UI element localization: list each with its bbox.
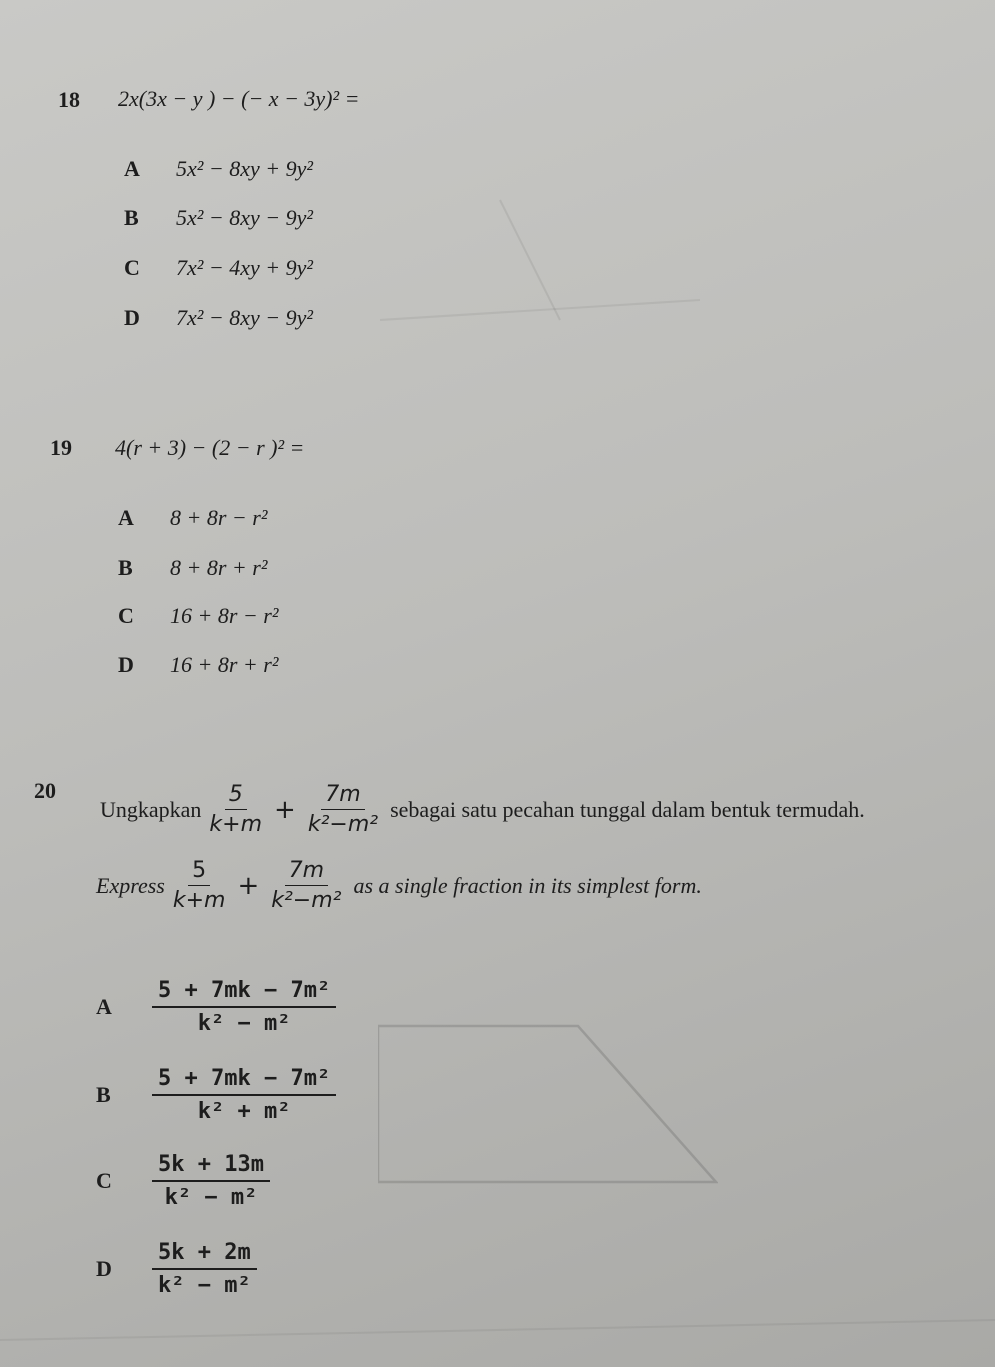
option-letter: A [118, 505, 134, 530]
fraction-2 [304, 782, 382, 838]
option-den: k² − m² [158, 1273, 251, 1299]
option-fraction [152, 1240, 257, 1299]
option-fraction [152, 1066, 336, 1125]
fraction-1-num: 5 [225, 782, 247, 810]
option-letter: C [118, 603, 134, 628]
option-den: k² − m² [197, 1011, 291, 1037]
q20-option-a[interactable] [96, 978, 340, 1037]
fraction-1-num: 5 [188, 858, 210, 886]
option-fraction [152, 978, 336, 1037]
show-through-trapezoid [378, 1022, 718, 1187]
option-num: 5k + 2m [152, 1240, 257, 1270]
question-18-number: 18 [58, 87, 80, 112]
q20-option-d[interactable] [96, 1240, 261, 1299]
question-18-stem: 2x(3x − y ) − (− x − 3y)² = [118, 86, 360, 111]
option-num: 5 + 7mk − 7m² [152, 978, 336, 1008]
fraction-1-den: k+m [172, 888, 226, 914]
option-letter: B [118, 555, 133, 580]
option-den: k² − m² [164, 1185, 258, 1211]
fraction-2-num: 7m [285, 858, 328, 886]
question-19-number: 19 [50, 435, 72, 460]
option-text: 8 + 8r + r² [170, 555, 268, 580]
fraction-2-num: 7m [321, 782, 364, 810]
english-suffix: as a single fraction in its simplest form. [353, 872, 702, 898]
question-20-english [96, 858, 702, 914]
question-20-malay [100, 782, 865, 838]
malay-suffix: sebagai satu pecahan tunggal dalam bentuk termudah. [390, 796, 865, 822]
q19-option-d[interactable] [118, 652, 278, 678]
fraction-2-den: k²−m² [271, 888, 342, 914]
option-num: 5 + 7mk − 7m² [152, 1066, 336, 1096]
option-text: 5x² − 8xy − 9y² [176, 205, 313, 230]
option-text: 7x² − 8xy − 9y² [176, 305, 313, 330]
q19-option-b[interactable] [118, 555, 267, 581]
option-letter: D [124, 305, 140, 330]
q20-option-c[interactable] [96, 1152, 274, 1211]
option-text: 7x² − 4xy + 9y² [176, 255, 313, 280]
fraction-2-den: k²−m² [307, 812, 379, 838]
option-letter: D [118, 652, 134, 677]
fraction-1-den: k+m [209, 812, 263, 838]
english-prefix: Express [96, 872, 165, 898]
option-fraction [152, 1152, 270, 1211]
option-letter: C [124, 255, 140, 280]
q18-option-d[interactable] [124, 305, 313, 331]
option-letter: B [124, 205, 139, 230]
q18-option-b[interactable] [124, 205, 313, 231]
plus-sign: + [274, 794, 296, 825]
question-20-number: 20 [34, 778, 56, 803]
question-19-stem: 4(r + 3) − (2 − r )² = [115, 435, 305, 460]
q19-option-a[interactable] [118, 505, 267, 531]
q18-option-a[interactable] [124, 156, 313, 182]
option-num: 5k + 13m [152, 1152, 270, 1182]
q19-option-c[interactable] [118, 603, 278, 629]
option-letter: A [124, 156, 140, 181]
q20-option-b[interactable] [96, 1066, 340, 1125]
option-letter: A [96, 994, 112, 1020]
option-text: 5x² − 8xy + 9y² [176, 156, 313, 181]
option-letter: C [96, 1168, 112, 1194]
option-den: k² + m² [197, 1099, 291, 1125]
fraction-1 [169, 858, 230, 914]
option-text: 16 + 8r − r² [170, 603, 279, 628]
option-letter: D [96, 1256, 112, 1282]
fraction-2 [267, 858, 345, 914]
option-text: 8 + 8r − r² [170, 505, 268, 530]
option-letter: B [96, 1082, 111, 1108]
fraction-1 [205, 782, 266, 838]
q18-option-c[interactable] [124, 255, 313, 281]
plus-sign: + [237, 870, 260, 901]
option-text: 16 + 8r + r² [170, 652, 279, 677]
malay-prefix: Ungkapkan [100, 796, 202, 822]
